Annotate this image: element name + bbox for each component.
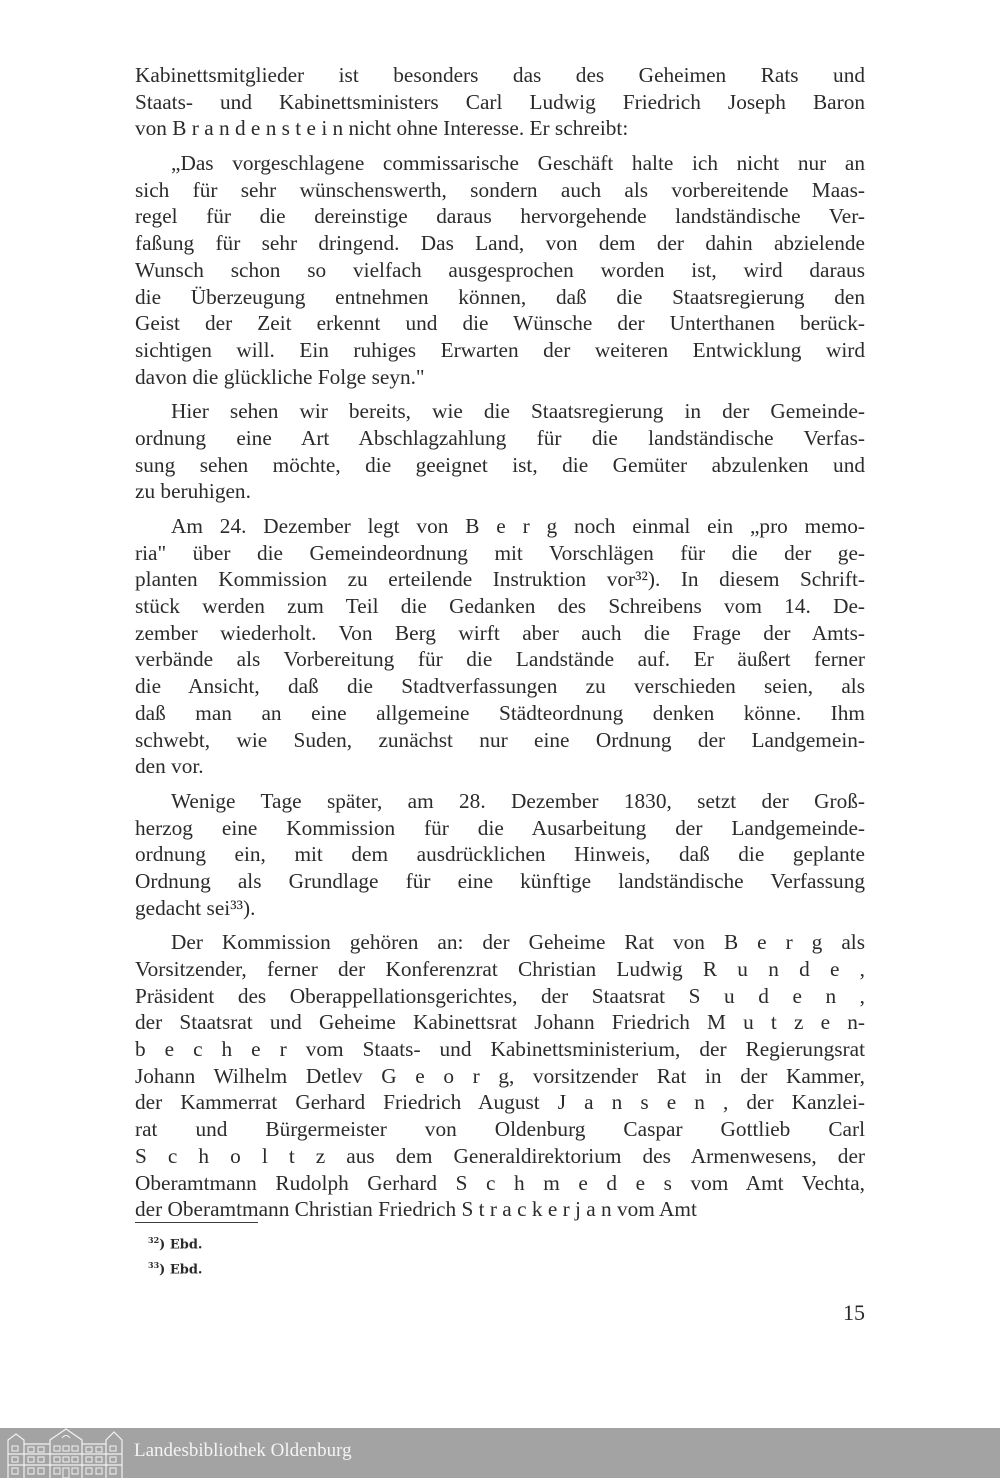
text-line: der Kammerrat Gerhard Friedrich August J a n s e n , der Kanzlei-	[135, 1090, 865, 1115]
text-line: Am 24. Dezember legt von B e r g noch einmal ein „pro memo-	[171, 514, 865, 538]
text-line: sich für sehr wünschenswerth, sondern auch als vorbereitende Maas-	[135, 177, 865, 202]
text-line: den vor.	[135, 754, 204, 779]
text-line: Wenige Tage später, am 28. Dezember 1830, setzt der Groß-	[171, 788, 865, 813]
text-line: zember wiederholt. Von Berg wirft aber auch die Frage der Amts-	[135, 620, 865, 645]
footnote-text: Ebd.	[169, 1237, 203, 1253]
text-line: Der Kommission gehören an: der Geheime Rat von B e r g als	[171, 930, 865, 955]
footnotes	[148, 1230, 202, 1281]
text-line: planten Kommission zu erteilende Instruktion vor³²). In diesem Schrift-	[135, 567, 865, 592]
text-line: Kabinettsmitglieder ist besonders das des Geheimen Rats und	[135, 63, 865, 87]
library-building-icon	[6, 1428, 124, 1478]
text-line: verbände als Vorbereitung für die Landstände auf. Er äußert ferner	[135, 647, 865, 672]
text-line: sung sehen möchte, die geeignet ist, die Gemüter abzulenken und	[135, 452, 865, 477]
footnote-33: $^{33}$) Ebd.	[148, 1260, 203, 1278]
text-line: regel für die dereinstige daraus hervorgehende landständische Ver-	[135, 204, 865, 229]
text-line: b e c h e r vom Staats- und Kabinettsministerium, der Regierungsrat	[135, 1037, 865, 1062]
text-line: Ordnung als Grundlage für eine künftige landständische Verfassung	[135, 868, 865, 893]
text-line: der Oberamtmann Christian Friedrich S t r a c k e r j a n vom Amt	[135, 1197, 697, 1222]
text-line: Wunsch schon so vielfach ausgesprochen worden ist, wird daraus	[135, 257, 865, 282]
text-line: Staats- und Kabinettsministers Carl Ludwig Friedrich Joseph Baron	[135, 89, 865, 114]
paragraph	[135, 513, 865, 780]
text-line: ordnung ein, mit dem ausdrücklichen Hinweis, daß die geplante	[135, 842, 865, 867]
text-line: der Staatsrat und Geheime Kabinettsrat Johann Friedrich M u t z e n-	[135, 1010, 865, 1035]
page-body-text	[135, 62, 865, 1231]
footnote-number: 32	[148, 1235, 160, 1245]
paragraph	[135, 929, 865, 1223]
footnote-text: Ebd.	[169, 1262, 203, 1278]
text-line: die Ansicht, daß die Stadtverfassungen zu verschieden seien, als	[135, 674, 865, 699]
text-line: Präsident des Oberappellationsgerichtes, der Staatsrat S u d e n ,	[135, 983, 865, 1008]
paragraph	[135, 62, 865, 142]
footer-bar	[0, 1428, 1000, 1478]
text-line: davon die glückliche Folge seyn."	[135, 364, 425, 389]
footnote-divider	[135, 1222, 258, 1223]
text-line: ordnung eine Art Abschlagzahlung für die landständische Verfas-	[135, 425, 865, 450]
text-line: gedacht sei³³).	[135, 895, 256, 920]
text-line: Geist der Zeit erkennt und die Wünsche der Unterthanen berück-	[135, 311, 865, 336]
text-line: schwebt, wie Suden, zunächst nur eine Ordnung der Landgemein-	[135, 727, 865, 752]
text-line: Hier sehen wir bereits, wie die Staatsregierung in der Gemeinde-	[171, 399, 865, 424]
text-line: von B r a n d e n s t e i n nicht ohne Interesse. Er schreibt:	[135, 116, 629, 141]
page-number: 15	[843, 1300, 865, 1325]
text-line: sichtigen will. Ein ruhiges Erwarten der weiteren Entwicklung wird	[135, 337, 865, 362]
text-line: rat und Bürgermeister von Oldenburg Caspar Gottlieb Carl	[135, 1117, 865, 1142]
text-line: Vorsitzender, ferner der Konferenzrat Christian Ludwig R u n d e ,	[135, 957, 865, 981]
text-line: zu beruhigen.	[135, 479, 251, 504]
text-line: daß man an eine allgemeine Städteordnung denken könne. Ihm	[135, 700, 865, 725]
footnote-number: 33	[148, 1260, 160, 1271]
library-name: Landesbibliothek Oldenburg	[134, 1440, 352, 1461]
text-line: herzog eine Kommission für die Ausarbeitung der Landgemeinde-	[135, 815, 865, 840]
text-line: Oberamtmann Rudolph Gerhard S c h m e d e s vom Amt Vechta,	[135, 1170, 865, 1195]
text-line: faßung für sehr dringend. Das Land, von dem der dahin abzielende	[135, 231, 865, 256]
paragraph	[135, 150, 865, 390]
text-line: Johann Wilhelm Detlev G e o r g, vorsitzender Rat in der Kammer,	[135, 1063, 865, 1088]
text-line: S c h o l t z aus dem Generaldirektorium des Armenwesens, der	[135, 1143, 865, 1168]
text-line: ria" über die Gemeindeordnung mit Vorschlägen für die der ge-	[135, 540, 865, 565]
text-line: „Das vorgeschlagene commissarische Geschäft halte ich nicht nur an	[171, 151, 865, 176]
text-line: die Überzeugung entnehmen können, daß die Staatsregierung den	[135, 284, 865, 309]
footnote-32: $^{32}$) Ebd.	[148, 1235, 203, 1253]
text-line: stück werden zum Teil die Gedanken des Schreibens vom 14. De-	[135, 594, 865, 619]
paragraph	[135, 788, 865, 921]
paragraph	[135, 398, 865, 505]
